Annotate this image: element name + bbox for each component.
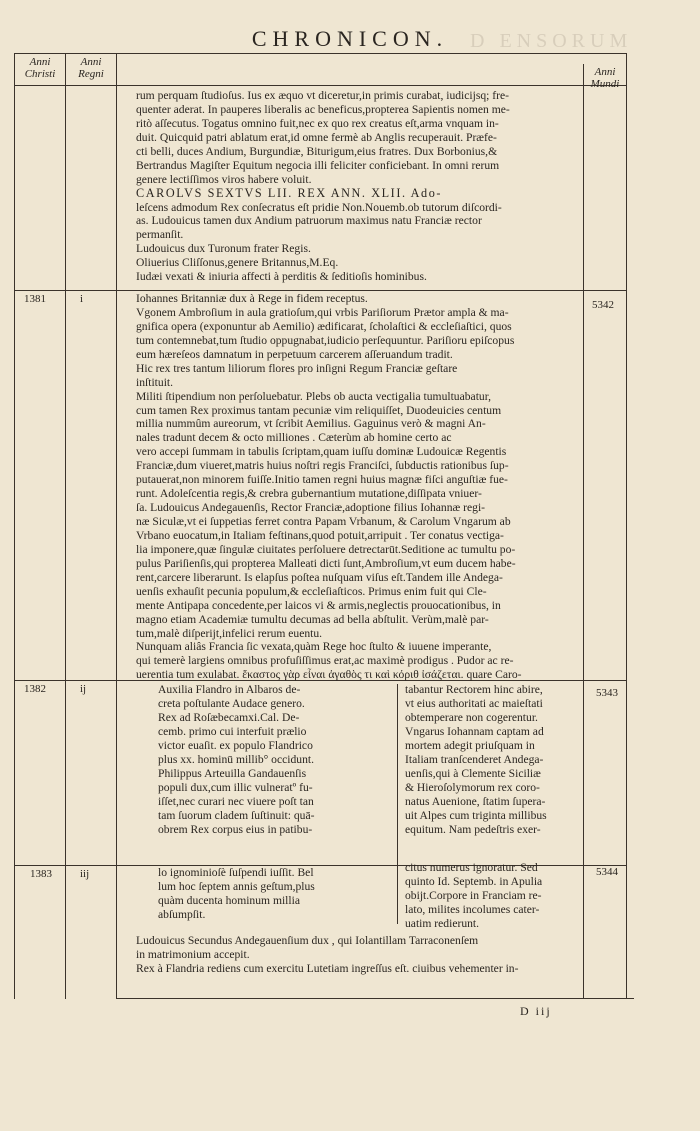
year-regni-1: i xyxy=(80,293,84,305)
bleed-through-text: D ENSORUM xyxy=(470,30,633,52)
year-mundi-5342: 5342 xyxy=(592,299,614,311)
year-christi-1381: 1381 xyxy=(24,293,46,305)
running-head: CHRONICON. xyxy=(251,26,449,51)
entry-1382-right-column: tabantur Rectorem hinc abire, vt eius authoritati ac maieſtati obtemperare non cogerentur. Vngarus Iohannam captam ad mortem adegit priuſquam in Italiam tranſcenderet Andega- uenſis,qui à Clemente Siciliæ & Hieroſolymorum rex coro- natus Auenione, ſtatim ſupera- uit Alpes cum triginta millibus equitum. Nam pedeſtris exer- xyxy=(405,683,547,836)
year-regni-3: iij xyxy=(80,868,90,880)
entry-1383-left-column: lo ignominioſè ſuſpendi iuſſit. Bel lum hoc ſeptem annis geſtum,plus quàm ducenta hominum millia abſumpſit. xyxy=(158,866,315,921)
col-header-anni-mundi: Anni Mundi xyxy=(590,66,620,90)
year-christi-1383: 1383 xyxy=(30,868,52,880)
year-mundi-5343: 5343 xyxy=(596,687,618,699)
entry-text-1381: Iohannes Britanniæ dux à Rege in fidem receptus. Vgonem Ambroſium in aula gratioſum,qui vrbis Pariſiorum Prætor ampla & ma- gnifica opera (exponuntur ab Aemilio) ædificarat, ſcholaſtici & eccleſiaſtici, quos tum contemnebat,tum ſtudio oppugnabat,iudicio perſequuntur. Pariſioru epiſcopus eum hæreſeos damnatum in perpetuum carcerem aſſeruandum tradit. Hic rex tres tantum liliorum flores pro inſigni Regum Franciæ geſtare inſtituit. Militi ſtipendium non perſoluebatur. Plebs ob aucta vectigalia tumultuabatur, cum tamen Rex proximus tantam pecuniæ vim reliquiſſet, Duodeuicies centum millia nummûm aureorum, vt ſcribit Aemilius. Gaguinus verò & magni An- nales tradunt decem & octo milliones . Cæterùm ab homine certo ac vero accepi ſummam in tabulis ſcriptam,quam iuſſu dominæ Ludouicæ Regentis Franciæ,dum viueret,matris huius noſtri regis Franciſci, ſubductis rationibus ſup- putauerat,non minorem fuiſſe.Initio tamen regni huius magnæ fiſci anguſtiæ fue- runt. Adoleſcentia regis,& crebra gubernantium mutatione,diſſipata vniuer- ſa. Ludouicus Andegauenſis, Rector Franciæ,adoptione filius Iohannæ regi- næ Siculæ,vt ei ſuppetias ferret contra Papam Vrbanum, & Carolum Vngarum ab Vrbano euocatum,in Italiam feſtinans,quod potuit,arripuit . Ter conatus vectiga- lia imponere,quæ ſingulæ ciuitates perſoluere detrectarūt.Seditione ac tumultu po- pulus Pariſienſis,qui propterea Malleati dicti ſunt,Ambroſium,vt eum ducem habe- rent,carcere liberarunt. Is elapſus poſtea nuſquam viſus eſt.Tandem ille Andega- uenſis exhauſit pecunia populum,& eccleſiaſticos. Primus enim fuit qui Cle- mente Antipapa concedente,per laicos vi & armis,neglectis prouocationibus, in magno etiam Academiæ tumultu decumas ad bella abſtulit. Verùm,malè par- tum,malè diſperijt,infelici rerum euentu. Nunquam aliâs Francia ſic vexata,quàm Rege hoc ſtulto & iuuene imperante, qui temerè largiens omnibus profuſiſſimus erat,ac maximè prodigus . Pudor ac re- uerentia tum exulabat. ἔκαστος γὰρ εἶναι ἀγαθὸς τι καὶ κόριθ ἰσάζεται. quare Caro- xyxy=(136,292,522,682)
reign-heading: CAROLVS SEXTVS LII. REX ANN. XLII. Ado- xyxy=(136,185,443,200)
signature-mark: D iij xyxy=(520,1004,552,1018)
entry-text-intro: rum perquam ſtudioſus. Ius ex æquo vt diceretur,in primis curabat, iudicijsq; fre- quenter aderat. In pauperes liberalis ac beneficus,propterea Sapientis nomen me- ritò aſſecutus. Togatus omnino fuit,nec ex quo rex creatus eſt,arma vnquam in- duit. Quicquid patri ablatum erat,id omne fermè ab Anglis recuperauit. Præfe- cti belli, duces Andium, Burgundiæ, Biturigum,eius fratres. Dux Borbonius,& Bertrandus Magiſter Equitum negocia illi feliciter conficiebant. In omni rerum genere lectiſſimos viros habere voluit. CAROLVS SEXTVS LII. REX ANN. XLII. Ado- leſcens admodum Rex conſecratus eſt pridie Non.Nouemb.ob tutorum diſcordi- as. Ludouicus tamen dux Andium patruorum maximus natu Franciæ rector permanſit. Ludouicus dux Turonum frater Regis. Oliuerius Cliſſonus,genere Britannus,M.Eq. Iudæi vexati & iniuria affecti à perditis & ſeditioſis hominibus. xyxy=(136,89,576,284)
entry-text-1383: Ludouicus Secundus Andegauenſium dux , qui Iolantillam Tarraconenſem in matrimonium accepit. Rex à Flandria rediens cum exercitu Lutetiam ingreſſus eſt. ciuibus vehementer in- xyxy=(136,934,519,975)
year-regni-2: ij xyxy=(80,683,87,695)
year-christi-1382: 1382 xyxy=(24,683,46,695)
entry-1383-right-column: citus numerus ignoratur. Sed quinto Id. Septemb. in Apulia obijt.Corpore in Franciam re- lato, milites incolumes cater- uatim redierunt. xyxy=(405,861,543,930)
year-mundi-5344: 5344 xyxy=(596,866,618,878)
col-header-anni-christi: Anni Christi xyxy=(24,56,56,80)
entry-1382-left-column: Auxilia Flandro in Albaros de- creta poſtulante Audace genero. Rex ad Roſæbecamxi.Cal. De- cemb. primo cui interfuit prælio victor euaſit. ex populo Flandrico plus xx. hominū millib° occidunt. Philippus Arteuilla Gandauenſis populi dux,cum illic vulneratº fu- iſſet,nec curari nec viuere poſt tan tam ſuorum cladem ſuſtinuit: quā- obrem Rex corpus eius in patibu- xyxy=(158,683,315,836)
col-header-anni-regni: Anni Regni xyxy=(78,56,104,80)
